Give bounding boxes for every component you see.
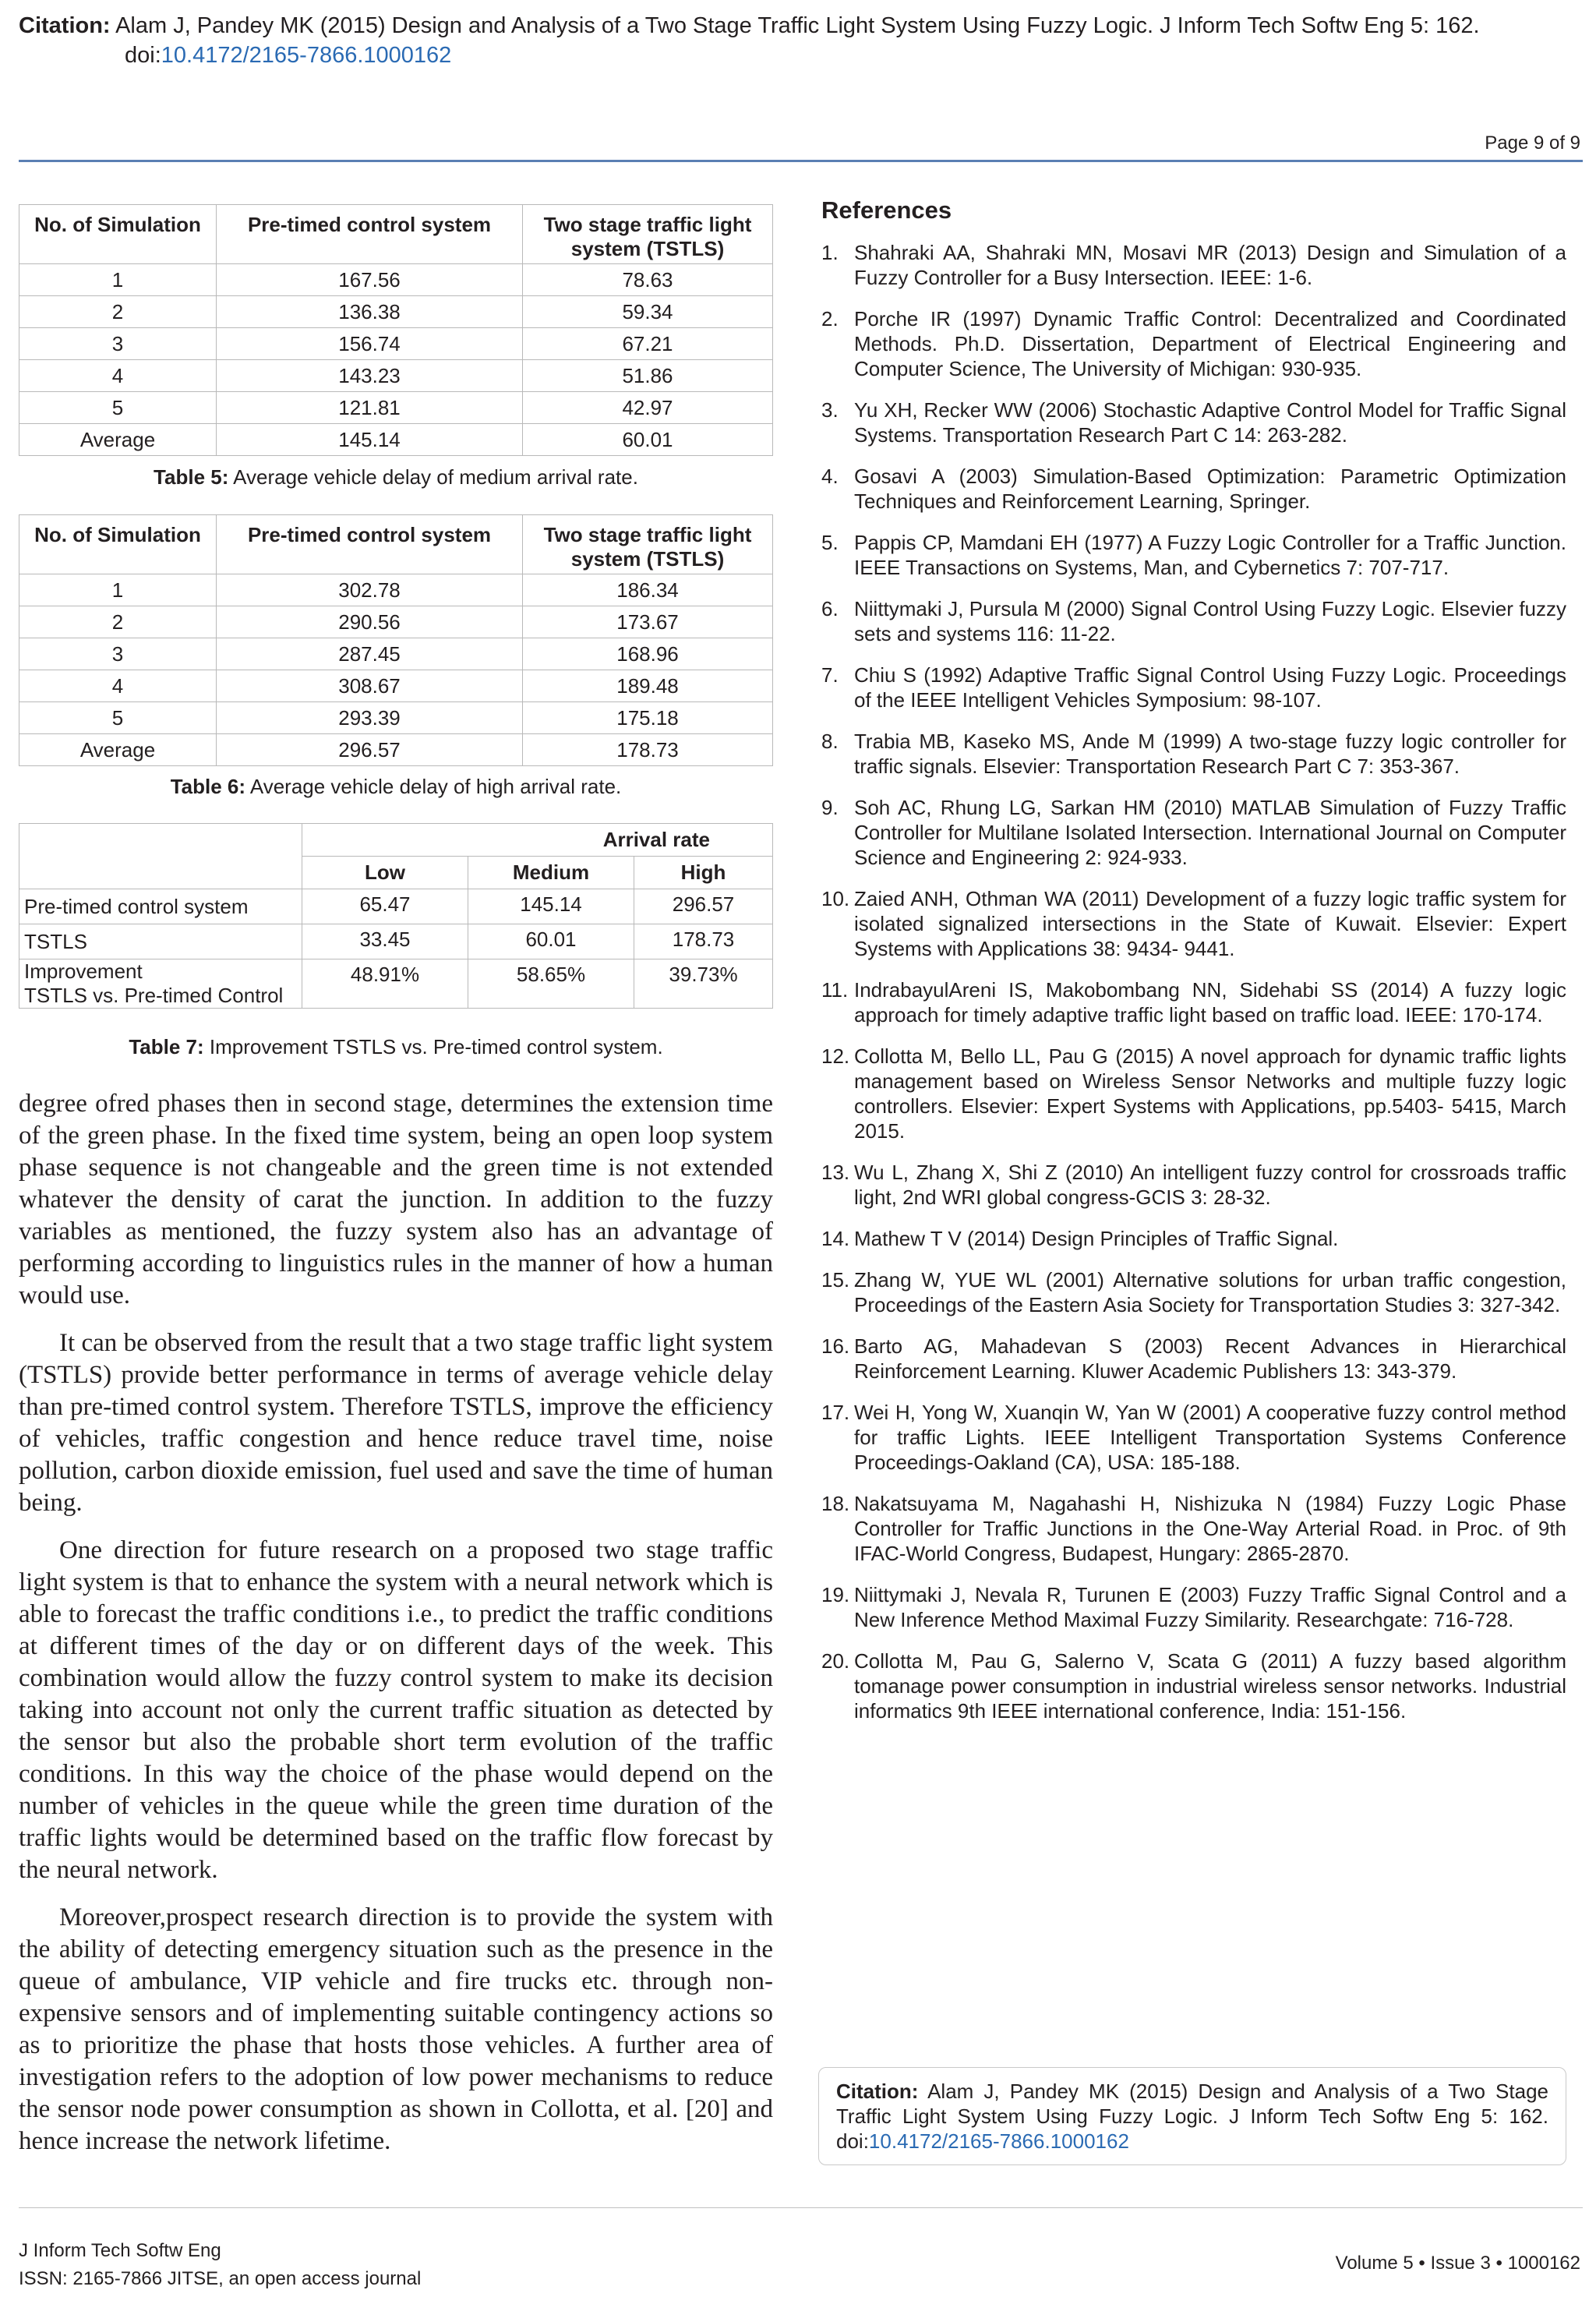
table-row [19, 670, 773, 702]
reference-text: Yu XH, Recker WW (2006) Stochastic Adaptive Control Model for Traffic Signal Systems. Transportation Research Part C 14: 263-282. [854, 398, 1566, 447]
header-divider [19, 160, 1583, 162]
table-5-body [19, 264, 773, 456]
table-row [19, 574, 773, 606]
reference-number: 14. [821, 1227, 850, 1250]
references-heading: References [821, 196, 952, 224]
citation-box [818, 2067, 1566, 2165]
reference-text: Zhang W, YUE WL (2001) Alternative solutions for urban traffic congestion, Proceedings of the Eastern Asia Society for Transportation Studies 3: 327-342. [854, 1268, 1566, 1316]
table-cell: 121.81 [217, 392, 523, 424]
reference-item [821, 1044, 1566, 1143]
reference-number: 11. [821, 978, 849, 1002]
table-cell: 58.65% [468, 959, 634, 1009]
header-citation-label: Citation: [19, 13, 111, 38]
table-7 [19, 823, 773, 1009]
table-cell: 33.45 [302, 924, 468, 959]
reference-number: 18. [821, 1492, 850, 1515]
table-6-caption [19, 775, 773, 799]
table-row [19, 889, 773, 924]
row-label-line: TSTLS vs. Pre-timed Control [24, 984, 284, 1007]
reference-text: Trabia MB, Kaseko MS, Ande M (1999) A two-stage fuzzy logic controller for traffic signals. Elsevier: Transportation Research Part C 7: 353-367. [854, 730, 1566, 778]
reference-item [821, 240, 1566, 290]
reference-number: 9. [821, 796, 839, 819]
table-5-header-tstls: Two stage traffic light system (TSTLS) [523, 205, 773, 264]
body-paragraph: It can be observed from the result that a two stage traffic light system (TSTLS) provide better performance in terms of average vehicle delay than pre-timed control system. Therefore TSTLS, improve the efficiency of vehicles, traffic congestion and hence reduce travel time, noise pollution, carbon dioxide emission, fuel used and save the time of human being. [19, 1329, 773, 1517]
reference-item [821, 729, 1566, 779]
reference-number: 17. [821, 1401, 850, 1424]
table-cell: 60.01 [468, 924, 634, 959]
header-citation-text: Alam J, Pandey MK (2015) Design and Analysis of a Two Stage Traffic Light System Using Fuzzy Logic. J Inform Tech Softw Eng 5: 162. [115, 13, 1480, 38]
reference-number: 8. [821, 730, 839, 753]
reference-text: Zaied ANH, Othman WA (2011) Development of a fuzzy logic traffic system for isolated signalized intersections in the State of Kuwait. Elsevier: Expert Systems with Applications 38: 9434- 9441. [854, 887, 1566, 960]
reference-item [821, 1334, 1566, 1384]
table-row [19, 264, 773, 296]
page-number: Page 9 of 9 [1485, 133, 1580, 154]
reference-number: 16. [821, 1334, 850, 1358]
reference-item [821, 1160, 1566, 1210]
table-cell: 78.63 [523, 264, 773, 296]
header-doi-prefix: doi: [125, 43, 161, 68]
table-cell: 168.96 [523, 638, 773, 670]
table-row [19, 924, 773, 959]
table-7-corner [19, 824, 302, 857]
reference-text: IndrabayulAreni IS, Makobombang NN, Sidehabi SS (2014) A fuzzy logic approach for timely adaptive traffic light based on traffic load. IEEE: 170-174. [854, 978, 1566, 1027]
table-5-caption-label: Table 5: [154, 465, 229, 489]
table-7-group-header: Arrival rate [302, 824, 773, 857]
table-5 [19, 204, 773, 456]
table-cell: 42.97 [523, 392, 773, 424]
reference-text: Gosavi A (2003) Simulation-Based Optimization: Parametric Optimization Techniques and Reinforcement Learning, Springer. [854, 465, 1566, 513]
table-cell: 60.01 [523, 424, 773, 456]
table-row [19, 638, 773, 670]
table-cell: 65.47 [302, 889, 468, 924]
table-6 [19, 514, 773, 766]
table-cell: 156.74 [217, 328, 523, 360]
reference-item [821, 663, 1566, 712]
reference-number: 12. [821, 1044, 850, 1068]
reference-number: 20. [821, 1649, 850, 1673]
reference-text: Collotta M, Bello LL, Pau G (2015) A novel approach for dynamic traffic lights management based on Wireless Sensor Networks and multiple fuzzy logic controllers. Elsevier: Expert Systems with Applications, pp.5403- 5415, March 2015. [854, 1044, 1566, 1143]
reference-item [821, 977, 1566, 1027]
reference-text: Barto AG, Mahadevan S (2003) Recent Advances in Hierarchical Reinforcement Learning. Kluwer Academic Publishers 13: 343-379. [854, 1334, 1566, 1383]
table-5-caption-text: Average vehicle delay of medium arrival rate. [233, 465, 638, 489]
table-row [19, 702, 773, 734]
table-7-body [19, 889, 773, 1009]
footer-issn: ISSN: 2165-7866 JITSE, an open access journal [19, 2268, 422, 2289]
table-cell: 302.78 [217, 574, 523, 606]
reference-text: Niittymaki J, Nevala R, Turunen E (2003) Fuzzy Traffic Signal Control and a New Inference Method Maximal Fuzzy Similarity. Researchgate: 716-728. [854, 1583, 1566, 1631]
reference-text: Pappis CP, Mamdani EH (1977) A Fuzzy Logic Controller for a Traffic Junction. IEEE Transactions on Systems, Man, and Cybernetics 7: 707-717. [854, 531, 1566, 579]
table-row [19, 734, 773, 766]
table-cell: Average [19, 424, 217, 456]
table-cell: 173.67 [523, 606, 773, 638]
reference-item [821, 464, 1566, 514]
table-7-caption [19, 1035, 773, 1059]
reference-number: 2. [821, 307, 839, 330]
reference-text: Chiu S (1992) Adaptive Traffic Signal Control Using Fuzzy Logic. Proceedings of the IEEE Intelligent Vehicles Symposium: 98-107. [854, 663, 1566, 712]
table-row [19, 296, 773, 328]
reference-item [821, 306, 1566, 381]
reference-item [821, 1267, 1566, 1317]
reference-number: 4. [821, 465, 839, 488]
table-cell: 4 [19, 360, 217, 392]
table-cell: 296.57 [634, 889, 773, 924]
body-paragraph: degree ofred phases then in second stage, determines the extension time of the green phase. In the fixed time system, being an open loop system phase sequence is not changeable and the green time is not extended whatever the density of carat the junction. In addition to the fuzzy variables as mentioned, the fuzzy system also has an advantage of performing according to linguistics rules in the manner of how a human would use. [19, 1090, 773, 1309]
table-cell: 59.34 [523, 296, 773, 328]
table-cell: 296.57 [217, 734, 523, 766]
row-label-line: Pre-timed control system [24, 894, 249, 918]
reference-number: 19. [821, 1583, 850, 1606]
citation-box-label: Citation: [836, 2080, 919, 2103]
table-cell: 48.91% [302, 959, 468, 1009]
reference-item [821, 1491, 1566, 1566]
table-6-header-simulation: No. of Simulation [19, 515, 217, 574]
table-cell: 2 [19, 606, 217, 638]
references-list [821, 240, 1566, 1740]
reference-item [821, 886, 1566, 961]
row-label-line: Improvement [24, 959, 143, 983]
reference-text: Shahraki AA, Shahraki MN, Mosavi MR (2013) Design and Simulation of a Fuzzy Controller for a Busy Intersection. IEEE: 1-6. [854, 241, 1566, 289]
citation-box-doi-link[interactable]: 10.4172/2165-7866.1000162 [868, 2129, 1129, 2153]
header-citation [19, 11, 1585, 70]
reference-text: Collotta M, Pau G, Salerno V, Scata G (2011) A fuzzy based algorithm tomanage power consumption in industrial wireless sensor networks. Industrial informatics 9th IEEE international conference, India: 151-156. [854, 1649, 1566, 1723]
table-cell: 287.45 [217, 638, 523, 670]
table-7-col-low: Low [302, 857, 468, 889]
reference-text: Porche IR (1997) Dynamic Traffic Control: Decentralized and Coordinated Methods. Ph.D. Dissertation, Department of Electrical Engineering and Computer Science, The University of Michigan: 930-935. [854, 307, 1566, 380]
reference-item [821, 1226, 1566, 1251]
table-row-label [19, 959, 302, 1009]
table-row [19, 328, 773, 360]
body-paragraph: One direction for future research on a proposed two stage traffic light system is that to enhance the system with a neural network which is able to forecast the traffic conditions i.e., to predict the traffic conditions at different times of the day or on different days of the week. This combination would allow the fuzzy control system to make its decision taking into account not only the current traffic situation as detected by the sensor but also the probable short term evolution of the traffic conditions. In this way the choice of the phase would depend on the number of vehicles in the queue while the green time duration of the traffic lights would be determined based on the traffic flow forecast by the neural network. [19, 1536, 773, 1884]
footer-journal-name: J Inform Tech Softw Eng [19, 2240, 221, 2261]
reference-text: Nakatsuyama M, Nagahashi H, Nishizuka N (1984) Fuzzy Logic Phase Controller for Traffic Junctions in the One-Way Arterial Road. in Proc. of 9th IFAC-World Congress, Budapest, Hungary: 2865-2870. [854, 1492, 1566, 1565]
table-row [19, 360, 773, 392]
reference-number: 5. [821, 531, 839, 554]
table-cell: 293.39 [217, 702, 523, 734]
table-cell: 308.67 [217, 670, 523, 702]
reference-item [821, 530, 1566, 580]
header-doi-link[interactable]: 10.4172/2165-7866.1000162 [161, 43, 452, 68]
reference-number: 7. [821, 663, 839, 687]
reference-text: Niittymaki J, Pursula M (2000) Signal Control Using Fuzzy Logic. Elsevier fuzzy sets and systems 116: 11-22. [854, 597, 1566, 645]
reference-item [821, 1649, 1566, 1723]
table-cell: 175.18 [523, 702, 773, 734]
table-row [19, 606, 773, 638]
table-5-caption [19, 465, 773, 489]
table-row [19, 392, 773, 424]
reference-number: 13. [821, 1161, 850, 1184]
reference-text: Wei H, Yong W, Xuanqin W, Yan W (2001) A cooperative fuzzy control method for traffic Lights. IEEE Intelligent Transportation Systems Conference Proceedings-Oakland (CA), USA: 185-188. [854, 1401, 1566, 1474]
table-6-header-tstls: Two stage traffic light system (TSTLS) [523, 515, 773, 574]
table-6-header-pretimed: Pre-timed control system [217, 515, 523, 574]
table-7-col-high: High [634, 857, 773, 889]
table-7-caption-text: Improvement TSTLS vs. Pre-timed control system. [209, 1035, 663, 1058]
table-cell: 178.73 [523, 734, 773, 766]
reference-item [821, 1582, 1566, 1632]
table-cell: 5 [19, 392, 217, 424]
reference-number: 6. [821, 597, 839, 620]
table-cell: Average [19, 734, 217, 766]
table-7-caption-label: Table 7: [129, 1035, 204, 1058]
reference-text: Mathew T V (2014) Design Principles of Traffic Signal. [854, 1227, 1339, 1250]
table-row-label [19, 924, 302, 959]
table-5-header-simulation: No. of Simulation [19, 205, 217, 264]
table-cell: 143.23 [217, 360, 523, 392]
table-6-caption-text: Average vehicle delay of high arrival rate. [249, 775, 622, 798]
reference-text: Wu L, Zhang X, Shi Z (2010) An intelligent fuzzy control for crossroads traffic light, 2nd WRI global congress-GCIS 3: 28-32. [854, 1161, 1566, 1209]
reference-item [821, 398, 1566, 447]
footer-journal [19, 2237, 421, 2293]
table-cell: 3 [19, 638, 217, 670]
table-row [19, 959, 773, 1009]
reference-number: 15. [821, 1268, 850, 1292]
table-cell: 51.86 [523, 360, 773, 392]
table-cell: 189.48 [523, 670, 773, 702]
table-cell: 5 [19, 702, 217, 734]
table-cell: 2 [19, 296, 217, 328]
table-cell: 186.34 [523, 574, 773, 606]
table-cell: 178.73 [634, 924, 773, 959]
reference-text: Soh AC, Rhung LG, Sarkan HM (2010) MATLAB Simulation of Fuzzy Traffic Controller for Multilane Isolated Intersection. International Journal on Computer Science and Engineering 2: 924-933. [854, 796, 1566, 869]
table-cell: 1 [19, 574, 217, 606]
body-text [19, 1088, 773, 2173]
table-cell: 167.56 [217, 264, 523, 296]
reference-number: 1. [821, 241, 839, 264]
table-cell: 67.21 [523, 328, 773, 360]
footer-divider [19, 2207, 1583, 2208]
table-row-label [19, 889, 302, 924]
reference-item [821, 1400, 1566, 1475]
reference-number: 3. [821, 398, 839, 422]
row-label-line: TSTLS [24, 929, 87, 953]
table-7-col-medium: Medium [468, 857, 634, 889]
table-6-caption-label: Table 6: [170, 775, 246, 798]
table-cell: 145.14 [468, 889, 634, 924]
reference-item [821, 596, 1566, 646]
table-cell: 39.73% [634, 959, 773, 1009]
table-cell: 3 [19, 328, 217, 360]
table-row [19, 424, 773, 456]
table-cell: 4 [19, 670, 217, 702]
citation-box-doi-prefix: doi: [836, 2129, 869, 2153]
citation-box-text: Alam J, Pandey MK (2015) Design and Analysis of a Two Stage Traffic Light System Using Fuzzy Logic. J Inform Tech Softw Eng 5: 162. [836, 2080, 1548, 2128]
body-paragraph: Moreover,prospect research direction is to provide the system with the ability of detecting emergency situation such as the presence in the queue of ambulance, VIP vehicle and fire trucks etc. through non-expensive sensors and of implementing suitable contingency actions so as to prioritize the phase that hosts those vehicles. A further area of investigation refers to the adoption of low power mechanisms to reduce the sensor node power consumption as shown in Collotta, et al. [20] and hence increase the network lifetime. [19, 1903, 773, 2155]
table-cell: 136.38 [217, 296, 523, 328]
footer-volume: Volume 5 • Issue 3 • 1000162 [1335, 2253, 1580, 2274]
table-cell: 290.56 [217, 606, 523, 638]
table-cell: 1 [19, 264, 217, 296]
table-cell: 145.14 [217, 424, 523, 456]
table-6-body [19, 574, 773, 766]
table-7-corner-lower [19, 857, 302, 889]
reference-item [821, 795, 1566, 870]
reference-number: 10. [821, 887, 850, 910]
table-5-header-pretimed: Pre-timed control system [217, 205, 523, 264]
